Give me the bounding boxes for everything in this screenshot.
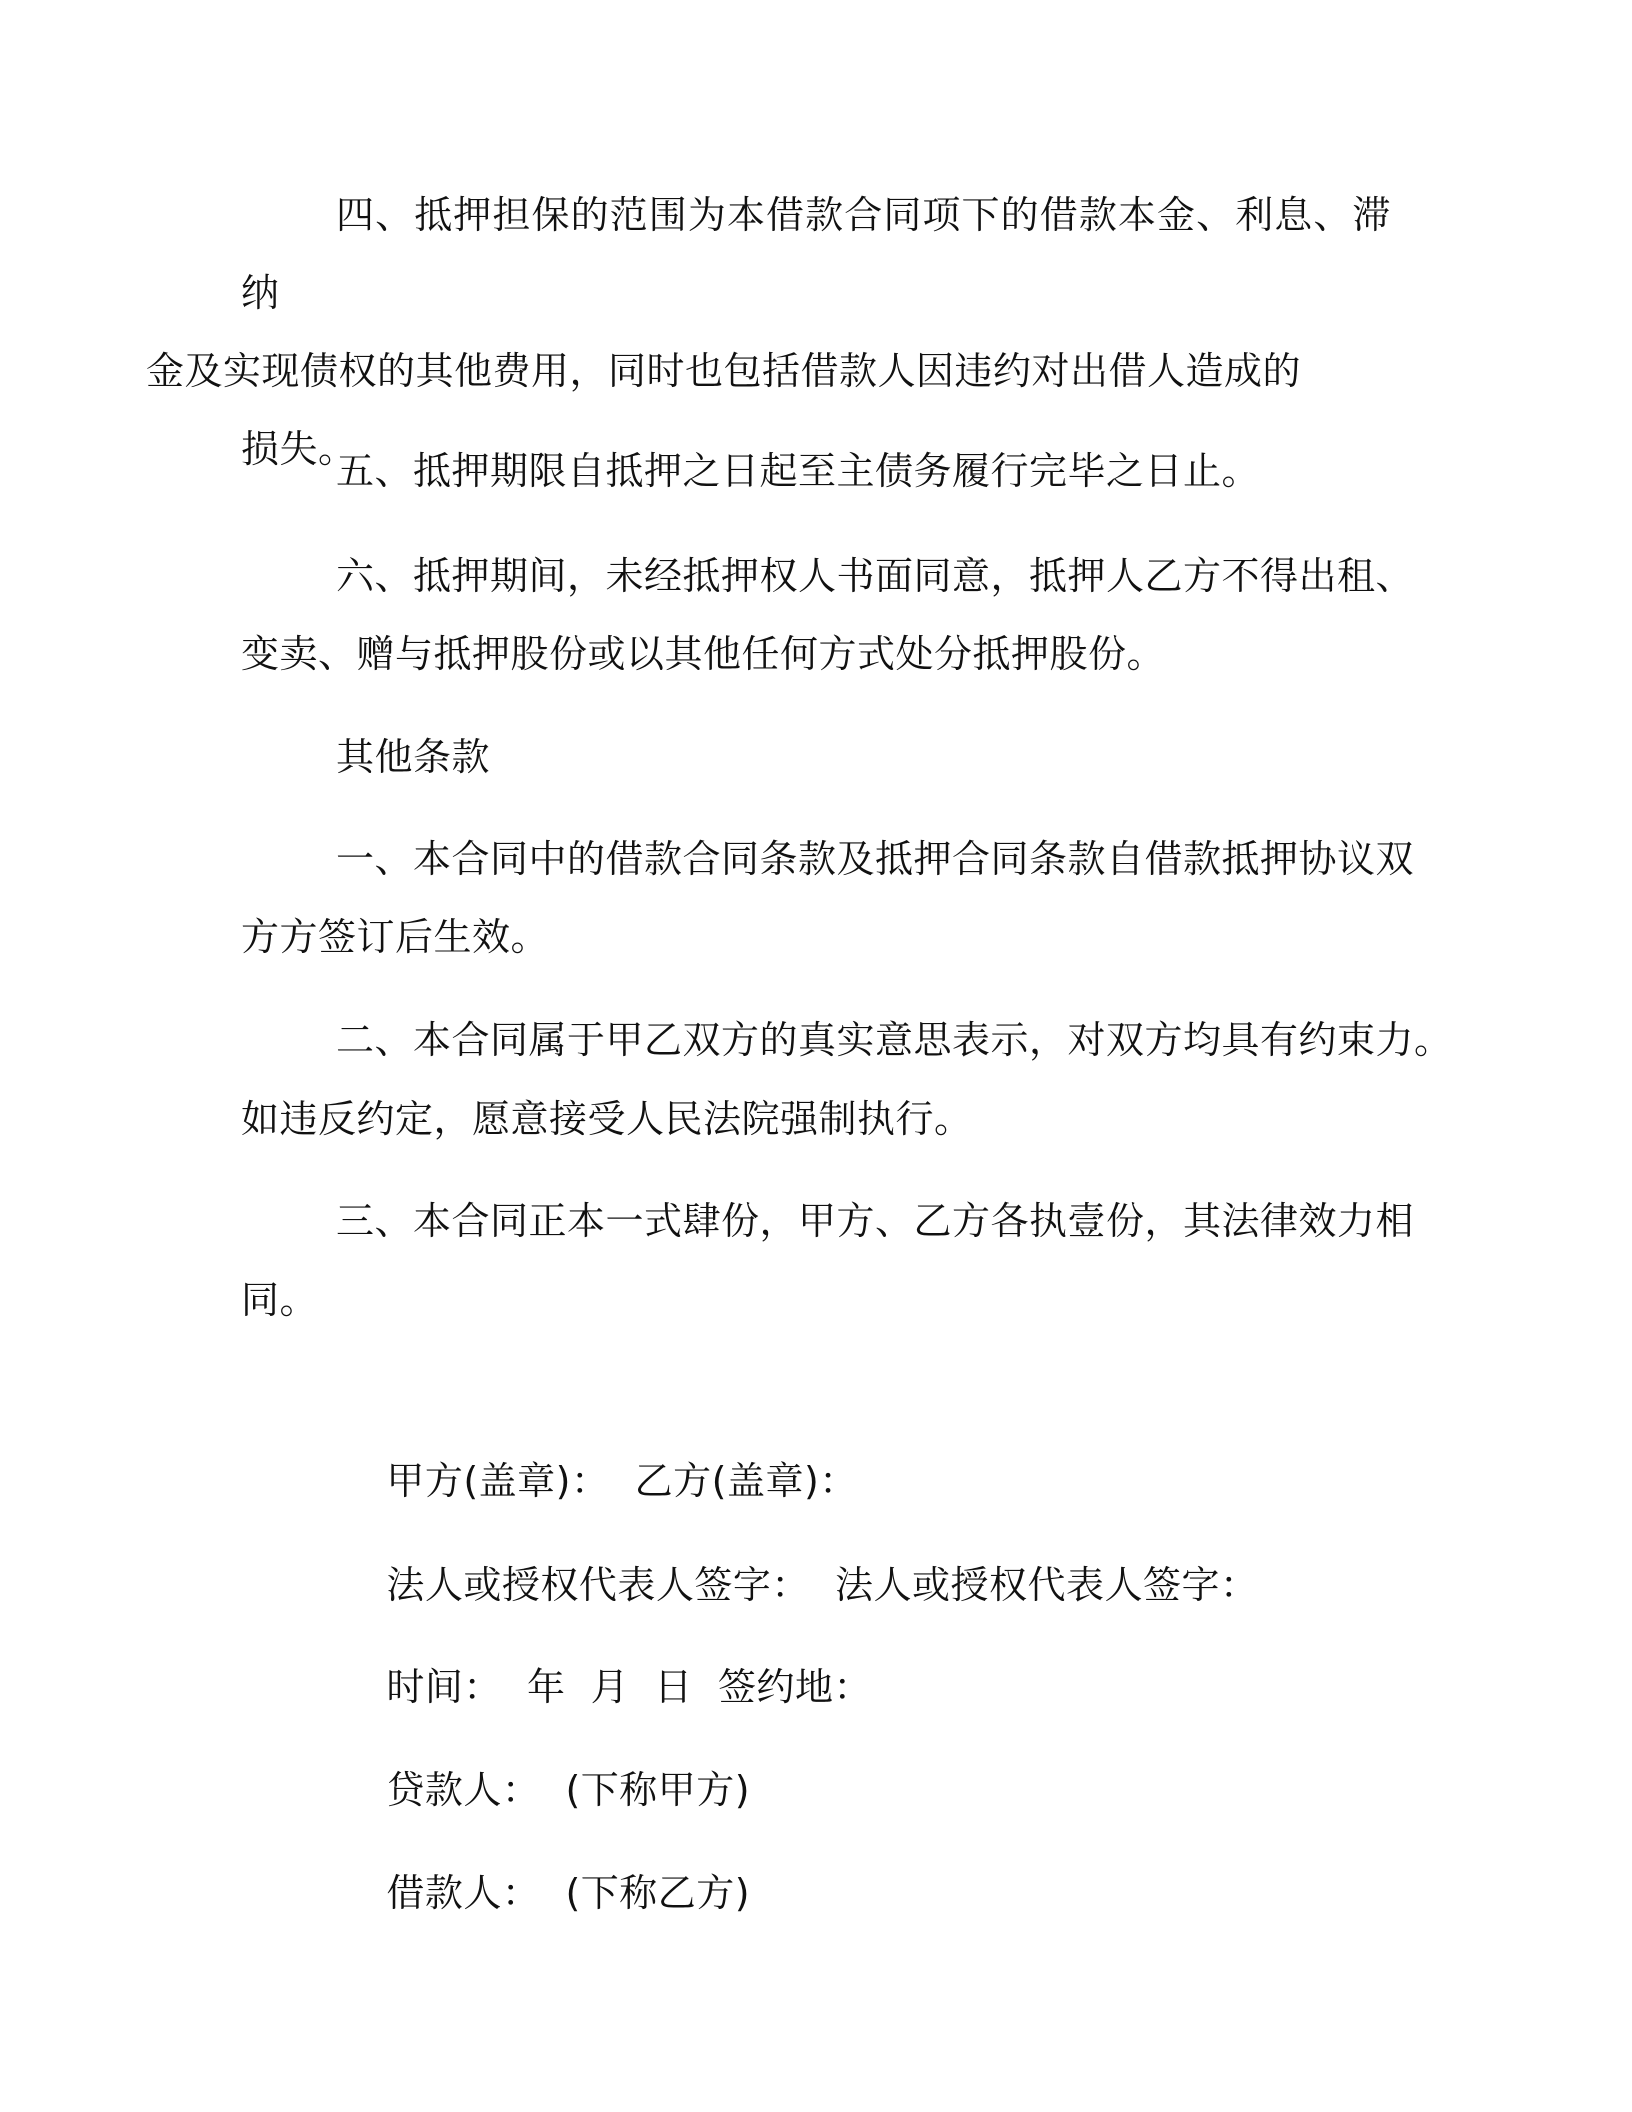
other-terms-heading-text: 其他条款	[336, 735, 491, 779]
other-1-line-1: 一、本合同中的借款合同条款及抵押合同条款自借款抵押协议双	[336, 837, 1415, 881]
other-3-line-2-wrap	[241, 1261, 318, 1339]
clause-5-paragraph	[336, 432, 1260, 510]
clause-4-line-3: 损失。	[241, 427, 357, 471]
other-3-line-1-wrap	[336, 1182, 1414, 1260]
clause-6-line-2: 变卖、赠与抵押股份或以其他任何方式处分抵押股份。	[241, 632, 1166, 676]
other-2-line-1-wrap	[336, 1001, 1453, 1079]
clause-6-line-1: 六、抵押期间，未经抵押权人书面同意，抵押人乙方不得出租、	[336, 554, 1415, 598]
other-2-line-1: 二、本合同属于甲乙双方的真实意思表示，对双方均具有约束力。	[336, 1018, 1453, 1062]
borrower-line	[336, 1776, 750, 2010]
other-2-line-2: 如违反约定，愿意接受人民法院强制执行。	[241, 1097, 973, 1141]
clause-4-line-2: 金及实现债权的其他费用，同时也包括借款人因违约对出借人造成的	[146, 349, 1302, 393]
other-2-line-2-wrap	[241, 1080, 973, 1158]
representatives-text: 法人或授权代表人签字： 法人或授权代表人签字：	[386, 1563, 1259, 1607]
clause-6-line-1-wrap	[336, 537, 1414, 615]
other-terms-heading	[336, 718, 490, 796]
clause-4-line-1: 四、抵押担保的范围为本借款合同项下的借款本金、利息、滞纳	[241, 193, 1391, 315]
other-1-line-2-wrap	[241, 898, 549, 976]
borrower-text: 借款人： (下称乙方)	[386, 1871, 751, 1915]
time-place-text: 时间： 年 月 日 签约地：	[386, 1665, 872, 1709]
lender-text: 贷款人： (下称甲方)	[386, 1768, 751, 1812]
clause-6-line-2-wrap	[241, 615, 1165, 693]
other-1-line-2: 方方签订后生效。	[241, 915, 550, 959]
clause-5-line-1: 五、抵押期限自抵押之日起至主债务履行完毕之日止。	[336, 449, 1261, 493]
other-1-line-1-wrap	[336, 820, 1414, 898]
other-3-line-1: 三、本合同正本一式肆份，甲方、乙方各执壹份，其法律效力相	[336, 1199, 1415, 1243]
other-3-line-2: 同。	[241, 1278, 319, 1322]
seals-text: 甲方(盖章)： 乙方(盖章)：	[386, 1459, 858, 1503]
